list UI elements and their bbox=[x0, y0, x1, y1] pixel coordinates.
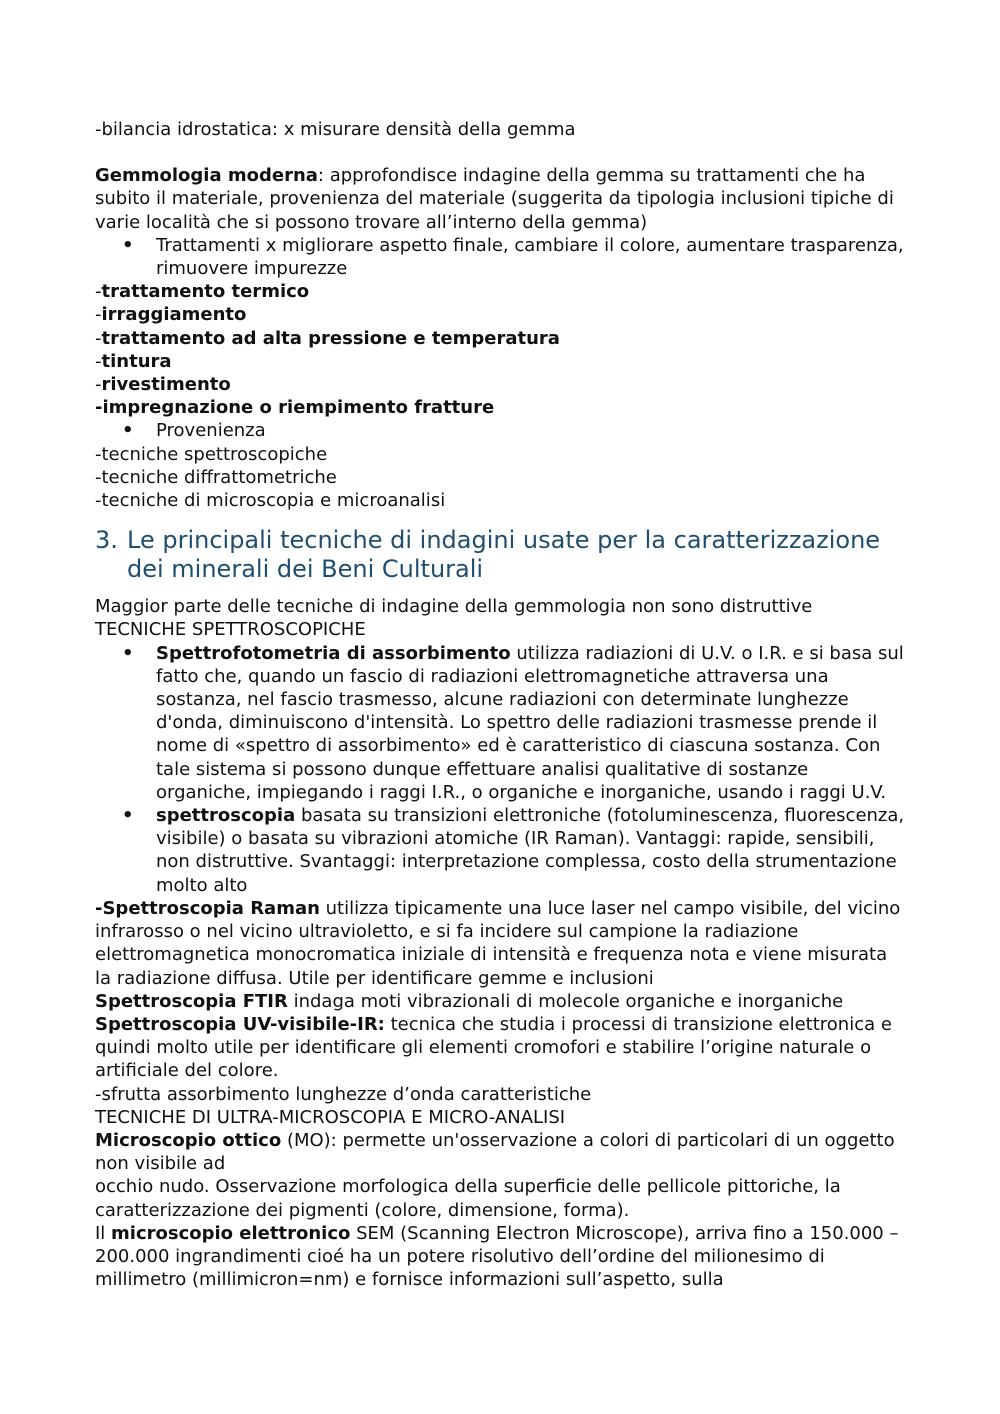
raman-term: -Spettroscopia Raman bbox=[95, 897, 320, 919]
sem-term: microscopio elettronico bbox=[111, 1222, 351, 1244]
dash: - bbox=[95, 304, 102, 326]
sfrutta-line: -sfrutta assorbimento lunghezze d’onda caratteristiche bbox=[95, 1083, 592, 1105]
treatment-item bbox=[95, 350, 905, 373]
spettroscopia-text: basata su transizioni elettroniche (fotoluminescenza, fluorescenza, visibile) o basata su vibrazioni atomiche (IR Raman). Vantaggi: rapide, sensibili, non distruttive. Svantaggi: interpretazione complessa, costo della strumentazione molto alto bbox=[156, 805, 905, 896]
treatment-label: rivestimento bbox=[101, 374, 231, 396]
treatment-label: irraggiamento bbox=[101, 304, 247, 326]
intro-paragraph: Maggior parte delle tecniche di indagine della gemmologia non sono distruttive bbox=[95, 596, 813, 618]
dash: - bbox=[95, 327, 102, 349]
bullet-icon: • bbox=[122, 234, 134, 256]
treatment-item bbox=[95, 280, 905, 303]
spettrofotometria-bullet bbox=[95, 642, 905, 804]
treatment-item bbox=[95, 303, 905, 326]
gemmologia-moderna-term: Gemmologia moderna bbox=[95, 165, 318, 187]
gemmologia-moderna-text: : approfondisce indagine della gemma su trattamenti che ha subito il materiale, provenienza del materiale (suggerita da tipologia inclusioni tipiche di varie località che si possono trovare all’interno della gemma) bbox=[95, 165, 894, 233]
microscopio-ottico-term: Microscopio ottico bbox=[95, 1129, 282, 1151]
uv-term: Spettroscopia UV-visibile-IR: bbox=[95, 1013, 385, 1035]
spettrofotometria-text: utilizza radiazioni di U.V. o I.R. e si basa sul fatto che, quando un fascio di radiazioni elettromagnetiche attraversa una sostanza, nel fascio trasmesso, alcune radiazioni con determinate lunghezze d'onda, diminuiscono d'intensità. Lo spettro delle radiazioni trasmesse prende il nome di «spettro di assorbimento» ed è caratteristico di ciascuna sostanza. Con tale sistema si possono dunque effettuare analisi qualitative di sostanze organiche, impiegando i raggi I.R., o organiche e inorganiche, usando i raggi U.V. bbox=[156, 642, 904, 803]
section-heading bbox=[95, 526, 905, 584]
section-number: 3. bbox=[95, 526, 118, 555]
sem-prefix: Il bbox=[95, 1222, 112, 1244]
treatment-item bbox=[95, 327, 905, 350]
ftir-term: Spettroscopia FTIR bbox=[95, 990, 288, 1012]
provenienza-item: -tecniche diffrattometriche bbox=[95, 466, 337, 488]
treatment-item bbox=[95, 396, 905, 419]
sem-text: SEM (Scanning Electron Microscope), arriva fino a 150.000 – 200.000 ingrandimenti cioé ha un potere risolutivo dell’ordine del milionesimo di millimetro (millimicron=nm) e fornisce informazioni sull’aspetto, sulla bbox=[95, 1222, 899, 1291]
treatment-label: -impregnazione o riempimento fratture bbox=[95, 397, 495, 419]
bullet-icon: • bbox=[122, 642, 134, 664]
spettroscopia-bullet bbox=[95, 804, 905, 897]
treatment-label: trattamento termico bbox=[101, 281, 310, 303]
spettroscopia-term: spettroscopia bbox=[156, 805, 296, 827]
gemmologia-moderna-paragraph bbox=[95, 164, 905, 234]
treatments-bullet bbox=[95, 234, 905, 280]
microscopio-ottico-continuation: occhio nudo. Osservazione morfologica della superficie delle pellicole pittoriche, la caratterizzazione dei pigmenti (colore, dimensione, forma). bbox=[95, 1176, 841, 1221]
section-title: Le principali tecniche di indagini usate per la caratterizzazione dei minerali dei Beni Culturali bbox=[127, 526, 881, 584]
uv-paragraph bbox=[95, 1013, 905, 1083]
treatments-bullet-text: Trattamenti x migliorare aspetto finale, cambiare il colore, aumentare trasparenza, rimuovere impurezze bbox=[156, 234, 904, 280]
dash: - bbox=[95, 374, 102, 396]
provenienza-bullet bbox=[95, 419, 905, 442]
provenienza-item: -tecniche di microscopia e microanalisi bbox=[95, 490, 446, 512]
provenienza-item: -tecniche spettroscopiche bbox=[95, 443, 328, 465]
dash: - bbox=[95, 350, 102, 372]
raman-paragraph bbox=[95, 897, 905, 990]
document-page bbox=[95, 118, 905, 1291]
spacer bbox=[95, 141, 905, 164]
spettrofotometria-term: Spettrofotometria di assorbimento bbox=[156, 642, 511, 664]
ftir-paragraph bbox=[95, 990, 905, 1013]
treatment-label: tintura bbox=[101, 350, 172, 372]
treatment-label: trattamento ad alta pressione e temperatura bbox=[101, 327, 560, 349]
uv-text: tecnica che studia i processi di transizione elettronica e quindi molto utile per identificare gli elementi cromofori e stabilire l’origine naturale o artificiale del colore. bbox=[95, 1013, 892, 1082]
sem-paragraph bbox=[95, 1222, 905, 1292]
bullet-icon: • bbox=[122, 805, 134, 827]
subsection-label-spettroscopiche: TECNICHE SPETTROSCOPICHE bbox=[95, 619, 366, 641]
microscopio-ottico-text: (MO): permette un'osservazione a colori di particolari di un oggetto non visibile ad bbox=[95, 1129, 895, 1175]
ftir-text: indaga moti vibrazionali di molecole organiche e inorganiche bbox=[287, 990, 844, 1012]
microscopio-ottico-paragraph bbox=[95, 1129, 905, 1175]
raman-text: utilizza tipicamente una luce laser nel campo visibile, del vicino infrarosso o nel vicino ultravioletto, e si fa incidere sul campione la radiazione elettromagnetica monocromatica iniziale di intensità e frequenza nota e viene misurata la radiazione diffusa. Utile per identificare gemme e inclusioni bbox=[95, 897, 901, 989]
intro-line: -bilancia idrostatica: x misurare densità della gemma bbox=[95, 119, 576, 140]
treatment-item bbox=[95, 373, 905, 396]
provenienza-bullet-text: Provenienza bbox=[156, 420, 266, 442]
subsection-label-microscopia: TECNICHE DI ULTRA-MICROSCOPIA E MICRO-ANALISI bbox=[95, 1106, 566, 1128]
dash: - bbox=[95, 281, 102, 303]
bullet-icon: • bbox=[122, 420, 134, 442]
